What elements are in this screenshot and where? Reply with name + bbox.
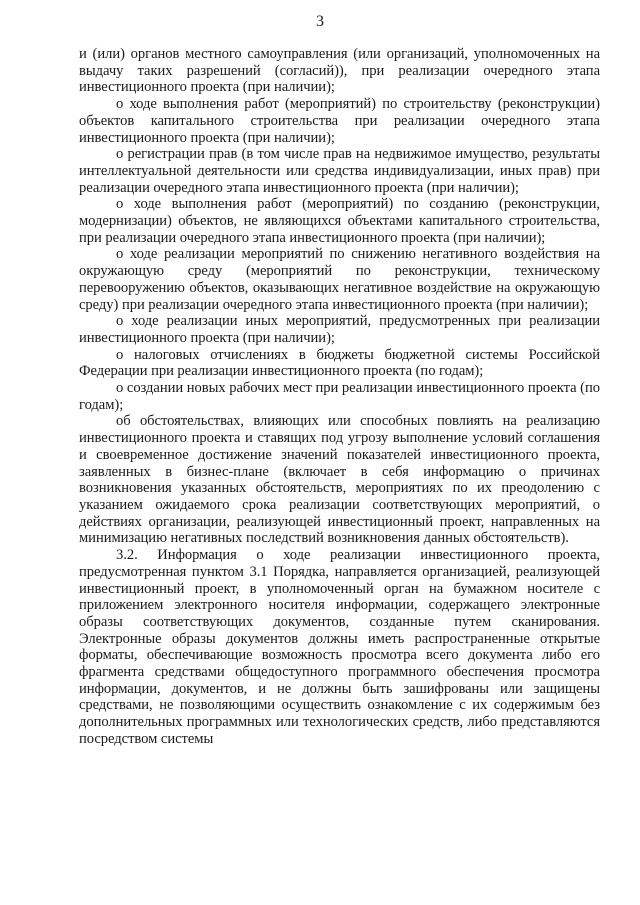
paragraph-continuation: и (или) органов местного самоуправления (или организаций, уполномоченных на выдачу таких разрешений (согласий)), при реализации очередного этапа инвестиционного проекта (при наличии); bbox=[79, 46, 600, 96]
paragraph-non-capital-objects: о ходе выполнения работ (мероприятий) по созданию (реконструкции, модернизации) объектов, не являющихся объектами капитального строительства, при реализации очередного этапа инвестиционного проекта (при наличии); bbox=[79, 196, 600, 246]
paragraph-section-3-2: 3.2. Информация о ходе реализации инвестиционного проекта, предусмотренная пунктом 3.1 Порядка, направляется организацией, реализующей инвестиционный проект, в уполномоченный орган на бумажном носителе с приложением электронного носителя информации, содержащего электронные образы соответствующих документов, созданные путем сканирования. Электронные образы документов должны иметь распространенные открытые форматы, обеспечивающие возможность просмотра всего документа либо его фрагмента средствами общедоступного программного обеспечения просмотра информации, документов, и не должны быть зашифрованы или защищены средствами, не позволяющими осуществить ознакомление с их содержимым без дополнительных программных или технологических средств, либо представляются посредством системы bbox=[79, 547, 600, 747]
paragraph-rights-registration: о регистрации прав (в том числе прав на недвижимое имущество, результаты интеллектуальной деятельности или средства индивидуализации, иных прав) при реализации очередного этапа инвестиционного проекта (при наличии); bbox=[79, 146, 600, 196]
paragraph-other-measures: о ходе реализации иных мероприятий, предусмотренных при реализации инвестиционного проекта (при наличии); bbox=[79, 313, 600, 346]
page-number: 3 bbox=[316, 13, 324, 30]
paragraph-tax-deductions: о налоговых отчислениях в бюджеты бюджетной системы Российской Федерации при реализации инвестиционного проекта (по годам); bbox=[79, 346, 600, 380]
paragraph-new-jobs: о создании новых рабочих мест при реализации инвестиционного проекта (по годам); bbox=[79, 380, 600, 413]
document-body bbox=[79, 46, 600, 748]
paragraph-construction-works: о ходе выполнения работ (мероприятий) по строительству (реконструкции) объектов капитального строительства при реализации очередного этапа инвестиционного проекта (при наличии); bbox=[79, 96, 600, 146]
paragraph-circumstances: об обстоятельствах, влияющих или способных повлиять на реализацию инвестиционного проекта и ставящих под угрозу выполнение условий соглашения и своевременное достижение значений показателей инвестиционного проекта, заявленных в бизнес-плане (включает в себя информацию о причинах возникновения указанных обстоятельств, мероприятиях по их преодолению с указанием ожидаемого срока реализации соответствующих мероприятий, о действиях организации, реализующей инвестиционный проект, направленных на минимизацию негативных последствий возникновения данных обстоятельств). bbox=[79, 413, 600, 547]
paragraph-environmental-measures: о ходе реализации мероприятий по снижению негативного воздействия на окружающую среду (мероприятий по реконструкции, техническому перевооружению объектов, оказывающих негативное воздействие на окружающую среду) при реализации очередного этапа инвестиционного проекта (при наличии); bbox=[79, 246, 600, 313]
